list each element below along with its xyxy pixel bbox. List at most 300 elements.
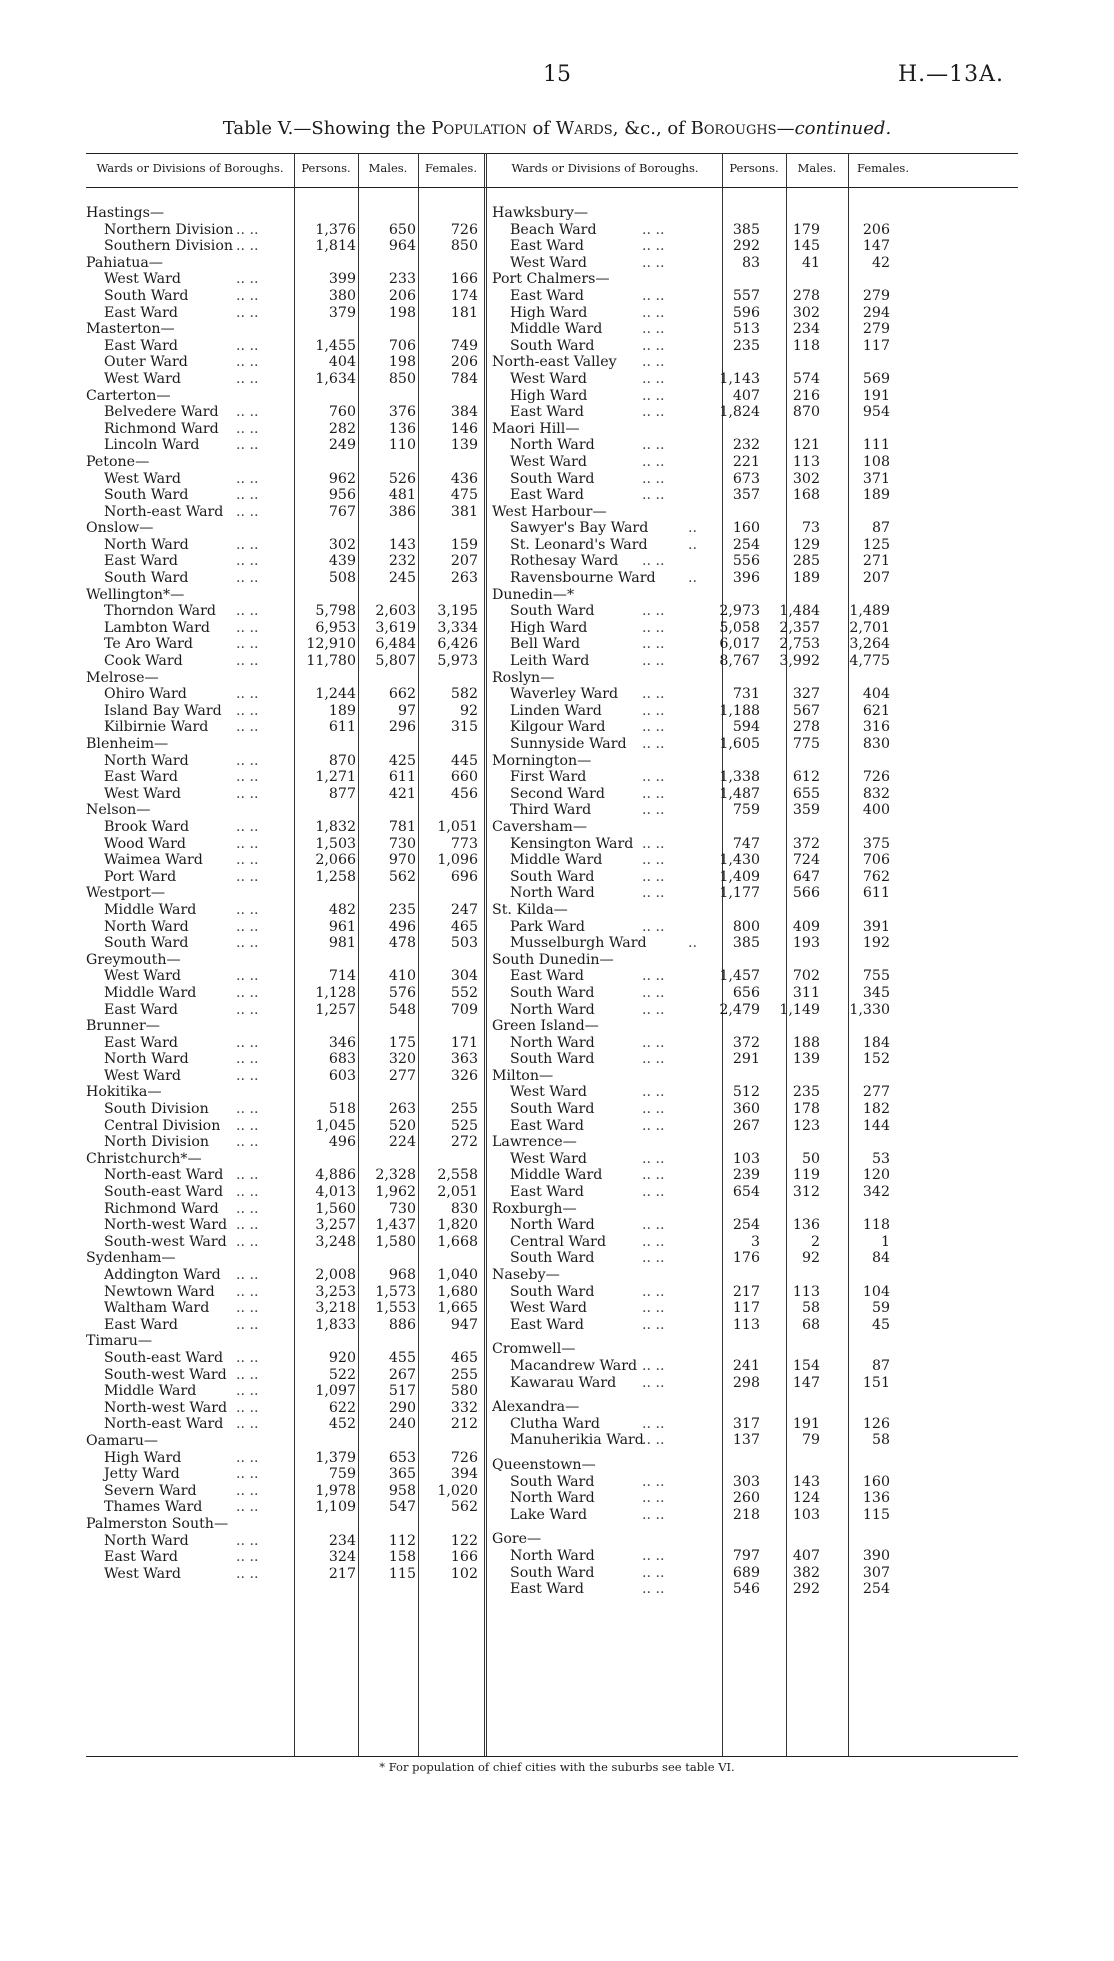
leader-dots: .. .. [642,1506,665,1523]
ward-row [86,769,484,786]
borough-row [86,802,484,819]
borough-name: Dunedin—* [492,586,575,603]
borough-row [492,1018,922,1035]
leader-dots: .. .. [642,653,665,670]
page-number: 15 [543,62,571,87]
ward-row [86,1300,484,1317]
males-cell: 290 [388,1399,416,1416]
males-cell: 113 [792,1283,820,1300]
leader-dots: .. .. [642,1283,665,1300]
leader-dots: .. .. [642,984,665,1001]
persons-cell: 372 [732,1034,760,1051]
males-cell: 566 [792,885,820,902]
ward-row [492,1151,922,1168]
leader-dots: .. .. [642,1184,665,1201]
borough-row [492,1201,922,1218]
ward-row [86,1002,484,1019]
borough-name: Brunner— [86,1018,160,1035]
borough-name: Caversham— [492,818,588,835]
borough-name: Sydenham— [86,1250,176,1267]
ward-name: North Ward [104,1532,189,1549]
females-cell: 850 [450,238,478,255]
ward-row [86,1201,484,1218]
females-cell: 1,040 [437,1267,478,1283]
males-cell: 3,619 [375,619,416,636]
ward-row [492,836,922,853]
ward-name: East Ward [510,1581,584,1598]
females-cell: 709 [450,1001,478,1018]
persons-cell: 747 [732,835,760,852]
females-cell: 611 [862,885,890,902]
males-cell: 409 [792,918,820,935]
males-cell: 425 [388,752,416,769]
caption-continued: —continued. [776,118,892,139]
females-cell: 1,680 [437,1283,478,1300]
leader-dots: .. .. [642,835,665,852]
leader-dots: .. .. [642,769,665,786]
ward-name: Severn Ward [104,1482,197,1499]
ward-name: East Ward [104,1034,178,1051]
females-cell: 136 [862,1490,890,1507]
ward-row [86,703,484,720]
ward-name: South Ward [510,1283,595,1300]
persons-cell: 1,257 [315,1001,356,1018]
ward-row [492,1184,922,1201]
leader-dots: .. .. [236,1399,259,1416]
males-cell: 245 [388,570,416,587]
leader-dots: .. .. [236,354,259,371]
footnote: * For population of chief cities with the suburbs see table VI. [379,1760,735,1774]
females-cell: 184 [862,1034,890,1051]
ward-name: West Ward [104,271,181,288]
ward-row [86,1184,484,1201]
ward-name: East Ward [510,487,584,504]
females-cell: 363 [450,1051,478,1068]
leader-dots: .. .. [236,1449,259,1466]
males-cell: 850 [388,370,416,387]
males-cell: 407 [792,1547,820,1564]
males-cell: 481 [388,487,416,504]
leader-dots: .. .. [236,1366,259,1383]
ward-row [86,1217,484,1234]
persons-cell: 1,978 [315,1482,356,1499]
ward-row [492,869,922,886]
borough-row [86,1516,484,1533]
leader-dots: .. .. [642,453,665,470]
borough-name: Naseby— [492,1267,560,1283]
ward-name: Rothesay Ward [510,553,619,570]
ward-row [492,786,922,803]
persons-cell: 346 [328,1034,356,1051]
males-cell: 118 [792,337,820,354]
borough-name: Queenstown— [492,1456,596,1473]
borough-name: Masterton— [86,321,175,338]
males-cell: 6,484 [375,636,416,653]
borough-row [492,587,922,604]
ward-row [86,421,484,438]
males-cell: 1,437 [375,1217,416,1234]
persons-cell: 1,605 [719,736,760,752]
females-cell: 122 [450,1532,478,1549]
borough-name: Nelson— [86,802,151,819]
ward-row [492,1565,922,1582]
borough-row [492,1267,922,1284]
leader-dots: .. .. [236,686,259,703]
females-cell: 212 [450,1416,478,1433]
ward-name: Island Bay Ward [104,702,222,719]
ward-name: North Ward [510,1547,595,1564]
borough-name: Gore— [492,1531,542,1548]
ward-row [86,636,484,653]
leader-dots: .. [688,536,698,553]
ward-name: Bell Ward [510,636,581,653]
ward-name: Kilgour Ward [510,719,606,736]
males-cell: 478 [388,935,416,952]
leader-dots: .. .. [642,387,665,404]
males-cell: 263 [388,1101,416,1118]
ward-name: South Ward [510,1051,595,1068]
ward-row [86,1035,484,1052]
males-cell: 2 [810,1233,820,1250]
leader-dots: .. .. [642,1233,665,1250]
females-cell: 5,973 [437,653,478,670]
persons-cell: 482 [328,901,356,918]
leader-dots: .. .. [642,1374,665,1391]
males-cell: 576 [388,984,416,1001]
ward-name: Manuherikia Ward [510,1432,644,1449]
males-cell: 168 [792,487,820,504]
females-cell: 294 [862,304,890,321]
males-cell: 662 [388,686,416,703]
ward-name: North Ward [104,752,189,769]
leader-dots: .. .. [236,1482,259,1499]
leader-dots: .. .. [236,1051,259,1068]
ward-row [86,1450,484,1467]
persons-cell: 594 [732,719,760,736]
ward-name: Cook Ward [104,653,183,670]
header-name-right: Wards or Divisions of Boroughs. [511,161,699,175]
leader-dots: .. .. [236,1167,259,1184]
ward-name: First Ward [510,769,587,786]
ward-name: South Ward [510,868,595,885]
leader-dots: .. .. [642,370,665,387]
females-cell: 304 [450,968,478,985]
leader-dots: .. .. [236,437,259,454]
males-cell: 386 [388,503,416,520]
persons-cell: 6,017 [719,636,760,653]
caption-etc: , &c., of [612,118,691,139]
males-cell: 421 [388,785,416,802]
borough-row [86,1151,484,1168]
ward-name: Southern Division [104,238,234,255]
ward-name: High Ward [510,304,588,321]
caption-wards: Wards [555,118,613,139]
ward-name: East Ward [104,1549,178,1566]
ward-name: Clutha Ward [510,1415,601,1432]
borough-name: Green Island— [492,1018,599,1035]
persons-cell: 508 [328,570,356,587]
females-cell: 144 [862,1117,890,1134]
males-cell: 650 [388,221,416,238]
persons-cell: 2,479 [719,1001,760,1018]
ward-name: East Ward [510,1316,584,1333]
leader-dots: .. .. [236,536,259,553]
persons-cell: 396 [732,570,760,587]
males-cell: 706 [388,337,416,354]
ward-row [492,238,922,255]
males-cell: 189 [792,570,820,587]
leader-dots: .. .. [236,1200,259,1217]
females-cell: 151 [862,1374,890,1391]
males-cell: 41 [801,254,820,271]
ward-name: East Ward [510,238,584,255]
males-cell: 496 [388,918,416,935]
persons-cell: 1,271 [315,769,356,786]
ward-name: North Ward [104,536,189,553]
borough-name: South Dunedin— [492,951,614,968]
leader-dots: .. .. [236,1034,259,1051]
ward-name: North Division [104,1134,210,1151]
females-cell: 102 [450,1565,478,1582]
row-gap [492,1523,922,1531]
males-cell: 113 [792,453,820,470]
females-cell: 59 [871,1300,890,1317]
persons-cell: 217 [732,1283,760,1300]
leader-dots: .. .. [642,321,665,338]
persons-cell: 689 [732,1564,760,1581]
leader-dots: .. .. [236,818,259,835]
ward-name: South-east Ward [104,1349,224,1366]
persons-cell: 596 [732,304,760,321]
persons-cell: 11,780 [306,653,356,670]
males-cell: 958 [388,1482,416,1499]
females-cell: 1,330 [849,1001,890,1018]
persons-cell: 1,338 [719,769,760,786]
borough-row [492,271,922,288]
leader-dots: .. .. [642,1250,665,1267]
males-cell: 50 [801,1150,820,1167]
males-cell: 124 [792,1490,820,1507]
females-cell: 400 [862,802,890,819]
females-cell: 2,701 [849,619,890,636]
leader-dots: .. .. [236,835,259,852]
borough-row [492,354,922,371]
persons-cell: 385 [732,935,760,952]
borough-name: Timaru— [86,1333,153,1350]
ward-row [492,520,922,537]
persons-cell: 962 [328,470,356,487]
persons-cell: 1,097 [315,1383,356,1400]
leader-dots: .. .. [236,487,259,504]
persons-cell: 877 [328,785,356,802]
females-cell: 1,489 [849,603,890,620]
ward-name: North Ward [104,1051,189,1068]
males-cell: 781 [388,818,416,835]
ward-row [86,1483,484,1500]
ward-row [86,222,484,239]
header-bottom-rule [86,187,1018,188]
males-cell: 730 [388,835,416,852]
persons-cell: 731 [732,686,760,703]
leader-dots: .. .. [236,553,259,570]
males-cell: 232 [388,553,416,570]
females-cell: 391 [862,918,890,935]
persons-cell: 260 [732,1490,760,1507]
ward-row [86,653,484,670]
leader-dots: .. .. [236,1349,259,1366]
females-cell: 316 [862,719,890,736]
borough-name: Maori Hill— [492,420,580,437]
leader-dots: .. .. [642,636,665,653]
persons-cell: 3,253 [315,1283,356,1300]
females-cell: 342 [862,1184,890,1201]
females-cell: 345 [862,984,890,1001]
leader-dots: .. .. [642,221,665,238]
males-cell: 224 [388,1134,416,1151]
ward-row [86,437,484,454]
persons-cell: 83 [741,254,760,271]
ward-name: High Ward [510,619,588,636]
persons-cell: 113 [732,1316,760,1333]
ward-name: High Ward [104,1449,182,1466]
borough-row [492,1341,922,1358]
males-cell: 278 [792,287,820,304]
ward-row [492,305,922,322]
females-cell: 58 [871,1432,890,1449]
females-cell: 92 [459,702,478,719]
persons-cell: 1,487 [719,785,760,802]
females-cell: 207 [450,553,478,570]
males-cell: 103 [792,1506,820,1523]
persons-cell: 5,058 [719,619,760,636]
males-cell: 285 [792,553,820,570]
females-cell: 580 [450,1383,478,1400]
borough-row [492,1134,922,1151]
females-cell: 120 [862,1167,890,1184]
ward-name: Middle Ward [510,1167,603,1184]
males-cell: 653 [388,1449,416,1466]
leader-dots: .. .. [236,420,259,437]
females-cell: 307 [862,1564,890,1581]
males-cell: 2,603 [375,603,416,620]
borough-row [492,952,922,969]
ward-row [492,919,922,936]
females-cell: 279 [862,287,890,304]
ward-row [86,1350,484,1367]
persons-cell: 452 [328,1416,356,1433]
persons-cell: 357 [732,487,760,504]
document-reference: H.—13A. [897,62,1004,87]
leader-dots: .. .. [642,1490,665,1507]
header-females-right: Females. [857,161,909,175]
ward-name: Sunnyside Ward [510,736,627,752]
females-cell: 562 [450,1499,478,1516]
females-cell: 42 [871,254,890,271]
ward-name: Lake Ward [510,1506,588,1523]
borough-row [86,670,484,687]
ward-row [86,1068,484,1085]
ward-row [86,1234,484,1251]
ward-row [492,255,922,272]
females-cell: 726 [450,1449,478,1466]
leader-dots: .. .. [236,1532,259,1549]
ward-row [492,1416,922,1433]
ward-row [86,902,484,919]
borough-row [86,952,484,969]
females-cell: 381 [450,503,478,520]
persons-cell: 317 [732,1415,760,1432]
males-cell: 58 [801,1300,820,1317]
persons-cell: 232 [732,437,760,454]
persons-cell: 249 [328,437,356,454]
females-cell: 456 [450,785,478,802]
persons-cell: 1,814 [315,238,356,255]
females-cell: 445 [450,752,478,769]
leader-dots: .. .. [236,1217,259,1234]
leader-dots: .. .. [236,1499,259,1516]
ward-name: West Ward [510,370,587,387]
persons-cell: 189 [328,702,356,719]
males-cell: 179 [792,221,820,238]
ward-name: East Ward [104,1001,178,1018]
row-gap [492,1333,922,1341]
borough-row [492,504,922,521]
females-cell: 394 [450,1466,478,1483]
males-cell: 376 [388,404,416,421]
leader-dots: .. .. [642,304,665,321]
persons-cell: 324 [328,1549,356,1566]
females-cell: 159 [450,536,478,553]
ward-row [492,570,922,587]
leader-dots: .. .. [236,470,259,487]
females-cell: 206 [450,354,478,371]
leader-dots: .. .. [236,603,259,620]
table-caption [0,118,1114,139]
persons-cell: 1,109 [315,1499,356,1516]
females-cell: 503 [450,935,478,952]
ward-row [492,968,922,985]
persons-cell: 981 [328,935,356,952]
ward-row [86,271,484,288]
ward-row [86,985,484,1002]
females-cell: 332 [450,1399,478,1416]
ward-row [492,686,922,703]
females-cell: 6,426 [437,636,478,653]
borough-name: Christchurch*— [86,1150,202,1167]
leader-dots: .. .. [236,1565,259,1582]
males-cell: 3,992 [779,653,820,670]
ward-row [86,1533,484,1550]
persons-cell: 103 [732,1150,760,1167]
persons-cell: 673 [732,470,760,487]
persons-cell: 518 [328,1101,356,1118]
ward-row [86,1134,484,1151]
persons-cell: 218 [732,1506,760,1523]
ward-row [492,736,922,753]
ward-row [86,354,484,371]
females-cell: 166 [450,1549,478,1566]
persons-cell: 360 [732,1101,760,1118]
borough-name: Hastings— [86,205,165,221]
males-cell: 455 [388,1349,416,1366]
ward-name: Macandrew Ward [510,1357,638,1374]
persons-cell: 4,886 [315,1167,356,1184]
ward-name: North-west Ward [104,1399,228,1416]
females-cell: 830 [862,736,890,752]
ward-name: South-west Ward [104,1366,227,1383]
ward-row [492,553,922,570]
right-half [492,205,922,1598]
